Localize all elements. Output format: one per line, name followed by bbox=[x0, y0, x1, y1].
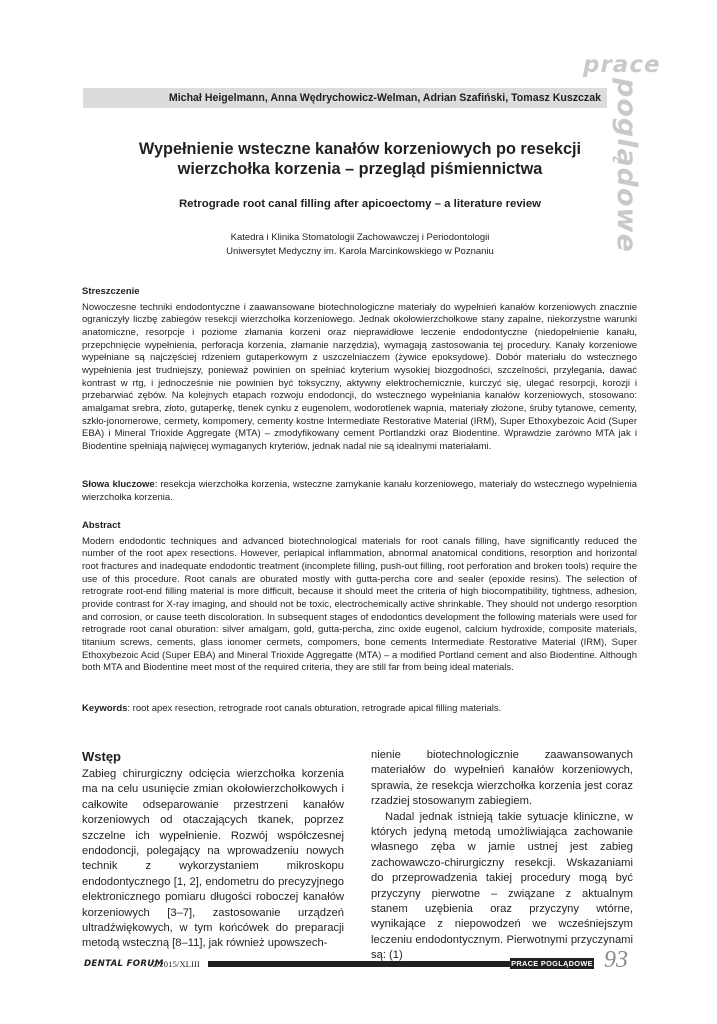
affiliation-line-1: Katedra i Klinika Stomatologii Zachowawczej i Periodontologii bbox=[230, 232, 490, 243]
intro-paragraph-2: nienie biotechnologicznie zaawansowanych materiałów do wypełnień kanałów korzeniowych, sprawia, że resekcja wierzchołka korzenia jest coraz rzadziej stosowanym zabiegiem. bbox=[371, 749, 633, 808]
article-title bbox=[90, 139, 630, 179]
footer-rule bbox=[208, 961, 510, 967]
abstract-en-heading: Abstract bbox=[82, 520, 121, 531]
english-title: Retrograde root canal filling after apicoectomy – a literature review bbox=[178, 198, 542, 210]
journal-logo: DENTAL FORUM bbox=[84, 959, 164, 969]
affiliation-line-2: Uniwersytet Medyczny im. Karola Marcinkowskiego w Poznaniu bbox=[226, 246, 494, 257]
intro-heading: Wstęp bbox=[82, 749, 121, 764]
authors-bar bbox=[83, 88, 607, 108]
footer-section-label: PRACE POGLĄDOWE bbox=[511, 959, 593, 968]
keywords-pl-label: Słowa kluczowe bbox=[82, 479, 155, 490]
intro-paragraph-3: Nadal jednak istnieją takie sytuacje kliniczne, w których jedyną metodą umożliwiająca zachowanie własnego zęba w jamie ustnej jest zabieg zachowawczo-chirurgiczny resekcji. Wskazaniami do przeprowadzenia takiej procedury mogą być przyczyny pierwotne – związane z aktualnym stanem uzębienia oraz przyczyny wtórne, wynikające z niepowodzeń we wcześniejszym leczeniu endodontycznym. Pierwotnymi przyczynami są: (1) bbox=[371, 810, 633, 962]
keywords-en-label: Keywords bbox=[82, 703, 128, 714]
abstract-pl-heading: Streszczenie bbox=[82, 286, 140, 297]
intro-column-2 bbox=[371, 748, 633, 964]
page-number: 93 bbox=[604, 947, 628, 973]
keywords-pl-text: : resekcja wierzchołka korzenia, wsteczne zamykanie kanału korzeniowego, materiały do wstecznego wypełnienia wierzchołka korzenia. bbox=[82, 479, 637, 503]
title-line-1: Wypełnienie wsteczne kanałów korzeniowych po resekcji bbox=[138, 140, 582, 158]
title-line-2: wierzchołka korzenia – przegląd piśmiennictwa bbox=[177, 160, 543, 178]
abstract-pl-text: Nowoczesne techniki endodontyczne i zaawansowane biotechnologiczne materiały do wypełnień kanałów korzeniowych znacznie ograniczyły liczbę zabiegów resekcji wierzchołka korzeniowego. Jednak okołowierzchołkowe stany zapalne, niekorzystne warunki anatomiczne, resorpcje i poziome złamania korzeni oraz nieprawidłowe leczenie endodontyczne (niedopełnienie kanału, przepchnięcie wypełnienia, perforacja korzenia, złamanie narzędzia), wymagają zastosowania tej procedury. Kanały korzeniowe wypełniane są najczęściej rdzeniem gutaperkowym z uszczelniaczem (żywice epoksydowe). Dobór materiału do wstecznego wypełnienia jest trudniejszy, ponieważ powinien on spełniać kryterium wysokiej biozgodności, szczelności, przylegania, dawać kontrast w rtg, i jednocześnie nie powinien być toksyczny, aktywny elektrochemicznie, kurczyć się, ulegać resorpcji, korozji i przebarwiać zębów. Na kolejnych etapach rozwoju endodoncji, do wstecznego wypełniania kanałów korzeniowych, stosowano: amalgamat srebra, złoto, gutaperkę, tlenek cynku z eugenolem, wodorotlenek wapnia, materiały złożone, śruby tytanowe, cementy, szkło-jonomerowe, cermety, kompomery, cementy kostne Intermediate Restorative Material (IRM), Super Ethoxybezoic Acid (Super EBA) i Mineral Trioxide Aggregate (MTA) – zmodyfikowany cement Portlandzki oraz Biodentine. Wprawdzie zarówno MTA jak i Biodentine spełniają najwięcej wymaganych kryteriów, jednak nadal nie są idealnymi materiałami. bbox=[82, 301, 637, 452]
abstract-en-text: Modern endodontic techniques and advanced biotechnological materials for root canals filling, have significantly reduced the number of the root apex resections. However, periapical inflammation, abnormal anatomical conditions, resorption and horizontal root fractures and inadequate endodontic treatment (incomplete filling, push-out filling, root perforation and broken tools) require the use of this procedure. Root canals are oburated mostly with gutta-percha core and sealer (epoxide resins). The selection of retrograte root-end filling material is more difficult, because it should meet the criteria of high biocompatibility, tightness, adhesion, provide contrast for X-ray imaging, and should not be toxic, electrochemically active shrinkable. They should not undergo resorption and corrosion, or cause teeth discoloration. In subsequent stages of endodontics development the following materials were used for retrograde root canal oburation: silver amalgam, gold, gutta-percha, zinc oxide eugenol, calcium hydroxide, composite materials, titanium screws, cements, glass ionomer cermets, compomers, bone cements Intermediate Restorative Material (IRM), Super Ethoxybezoic Acid (Super EBA) and Mineral Trioxide Aggregatte (MTA) – a modified Portland cement and also Biodentine. Although both MTA and Biodentine meet most of the required criteria, they are still far from being ideal materials. bbox=[82, 535, 637, 674]
section-tab-line2: poglądowe bbox=[611, 78, 642, 253]
affiliation bbox=[90, 231, 630, 259]
keywords-en-text: : root apex resection, retrograde root canals obturation, retrograde apical filling materials. bbox=[127, 703, 502, 714]
abstract-pl bbox=[82, 286, 637, 454]
section-tab-line1: prace bbox=[583, 52, 661, 78]
intro-paragraph-1: Zabieg chirurgiczny odcięcia wierzchołka korzenia ma na celu usunięcie zmian okołowierzchołkowych i całkowite odseparowanie przestrzeni kanałów korzeniowych od otaczających tkanek, poprzez szczelne ich wypełnienie. Rozwój współczesnej endodoncji, polegający na wprowadzeniu nowych technik z wykorzystaniem mikroskopu endodontycznego [1, 2], endometru do precyzyjnego elektronicznego pomiaru długości roboczej kanałów korzeniowych [3–7], zastosowanie urządzeń ultradźwiękowych, w tym końcówek do preparacji metodą wsteczną [8–11], jak również upowszech- bbox=[82, 768, 344, 950]
keywords-pl bbox=[82, 479, 637, 504]
issue-number: /2/2015/XLIII bbox=[150, 959, 200, 969]
keywords-en bbox=[82, 703, 637, 716]
abstract-en bbox=[82, 520, 637, 675]
intro-column-1 bbox=[82, 748, 344, 952]
authors: Michał Heigelmann, Anna Wędrychowicz-Welman, Adrian Szafiński, Tomasz Kuszczak bbox=[168, 92, 601, 104]
